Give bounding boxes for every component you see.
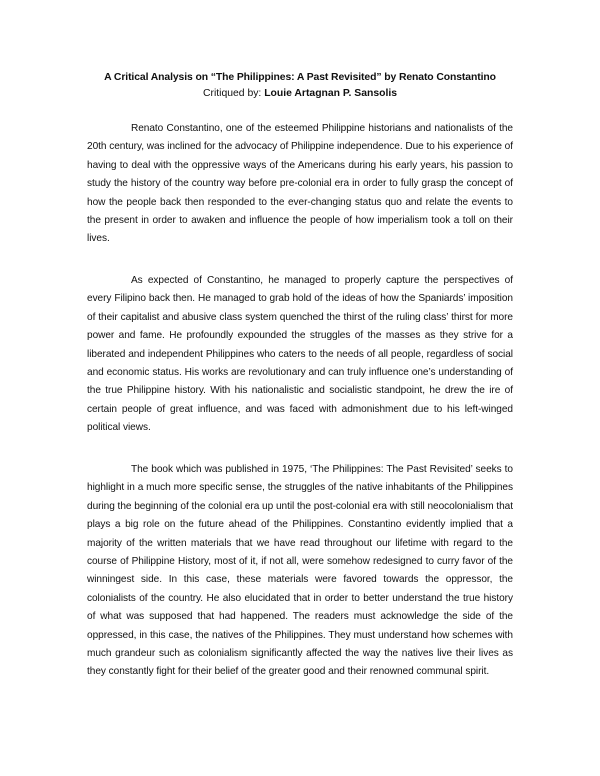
critic-name: Louie Artagnan P. Sansolis	[264, 88, 398, 99]
document-title: A Critical Analysis on “The Philippines: A Past Revisited” by Renato Constantino	[104, 72, 496, 83]
body-paragraph: The book which was published in 1975, ‘The Philippines: The Past Revisited’ seeks to highlight in a much more specific sense, the struggles of the native inhabitants of the Philippines during the beginning of the colonial era up until the post-colonial era with still neocolonialism that plays a big role on the future ahead of the Philippines. Constantino evidently implied that a majority of the written materials that we have read throughout our lifetime with regard to the course of Philippine History, most of it, if not all, were somehow redesigned to curry favor of the winningest side. In this case, these materials were favored towards the oppressor, the colonialists of the country. He also elucidated that in order to better understand the true history of what was supposed that had happened. The readers must acknowledge the side of the oppressed, in this case, the natives of the Philippines. They must understand how schemes with much grandeur such as colonialism significantly affected the way the natives live their lives as they constantly fight for their belief of the greater good and their renowned communal spirit.	[87, 464, 513, 678]
body-paragraph: As expected of Constantino, he managed to properly capture the perspectives of every Filipino back then. He managed to grab hold of the ideas of how the Spaniards’ imposition of their capitalist and abusive class system quenched the thirst of the ruling class’ thirst for more power and fame. He profoundly expounded the struggles of the masses as they strive for a liberated and independent Philippines who caters to the needs of all people, regardless of social and economic status. His works are revolutionary and can truly influence one’s understanding of the true Philippine history. With his nationalistic and socialistic standpoint, he drew the ire of certain people of great influence, and was faced with admonishment due to his left-winged political views.	[87, 275, 513, 434]
critiqued-by-line	[60, 86, 540, 102]
critiqued-by-label: Critiqued by:	[202, 88, 265, 99]
body-paragraph: Renato Constantino, one of the esteemed Philippine historians and nationalists of the 20th century, was inclined for the advocacy of Philippine independence. Due to his experience of having to deal with the oppressive ways of the Americans during his early years, his passion to study the history of the country way before pre-colonial era in order to fully grasp the concept of how the people back then responded to the ever-changing status quo and relate the events to the present in order to awaken and influence the people of how imperialism took a toll on their lives.	[87, 123, 513, 245]
